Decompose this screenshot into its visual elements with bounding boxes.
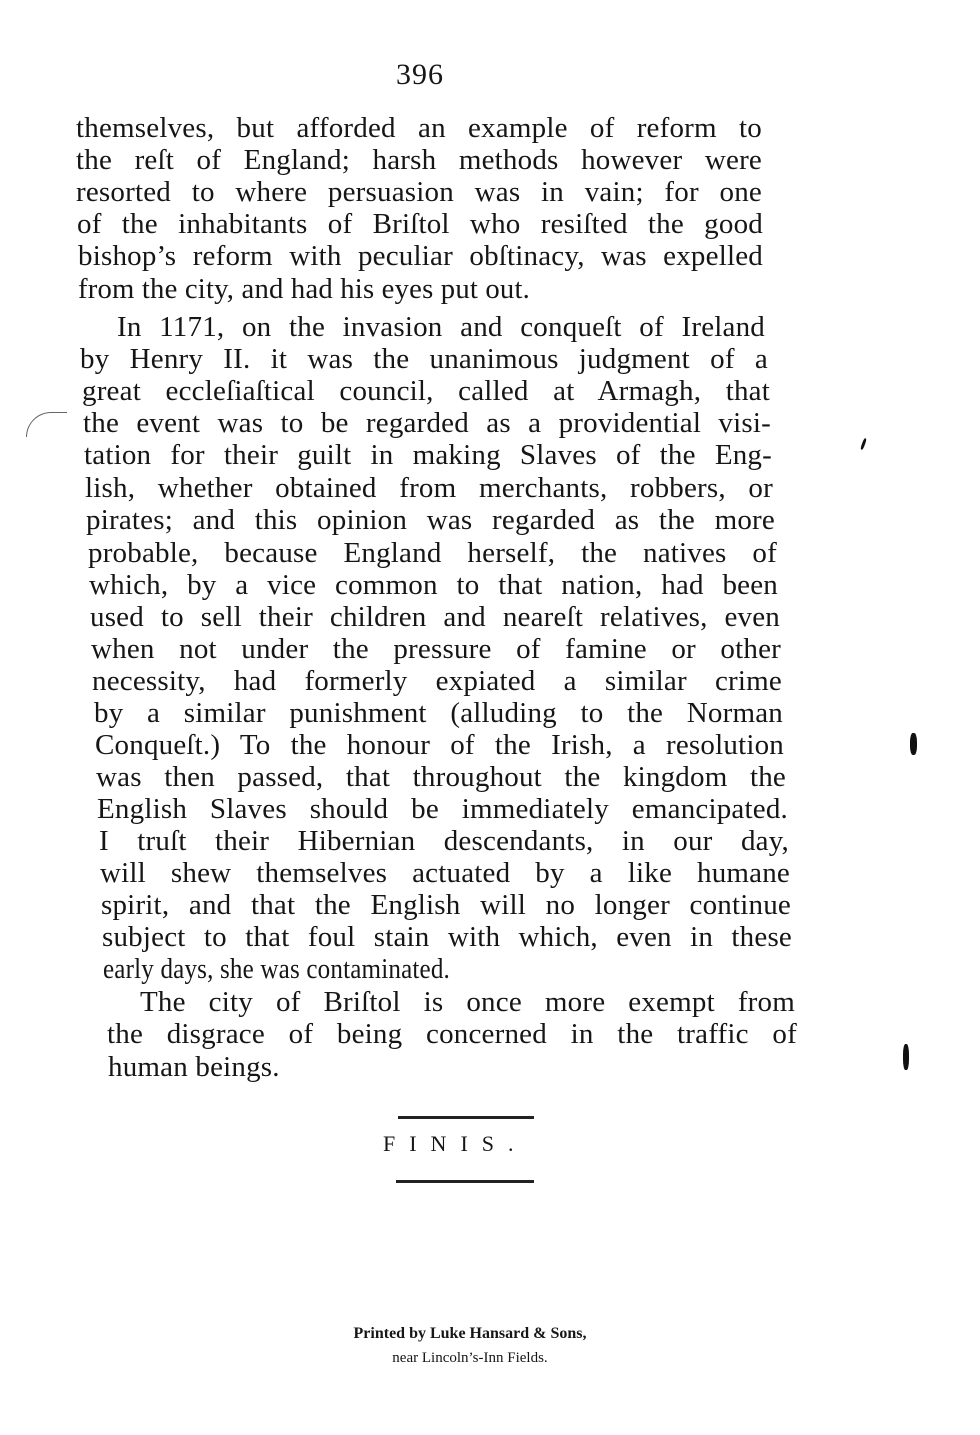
text-line: probable, because England herself, the natives of bbox=[88, 537, 777, 569]
text-line: the event was to be regarded as a providential visi- bbox=[83, 407, 771, 439]
text-line: great eccleſiaſtical council, called at Armagh, that bbox=[82, 375, 770, 407]
scan-mark bbox=[903, 1044, 909, 1070]
text-line: pirates; and this opinion was regarded as the more bbox=[86, 504, 775, 536]
text-line: by Henry II. it was the unanimous judgment of a bbox=[80, 343, 768, 375]
text-line: I truſt their Hibernian descendants, in our day, bbox=[99, 825, 789, 857]
text-line: human beings. bbox=[108, 1051, 280, 1083]
text-line: Conqueſt.) To the honour of the Irish, a resolution bbox=[95, 729, 784, 761]
text-line: English Slaves should be immediately emancipated. bbox=[97, 793, 788, 825]
scan-mark bbox=[910, 733, 917, 755]
text-line: of the inhabitants of Briſtol who resiſted the good bbox=[77, 208, 763, 240]
text-line: will shew themselves actuated by a like humane bbox=[100, 857, 790, 889]
scan-mark bbox=[860, 438, 867, 450]
text-line: early days, she was contaminated. bbox=[103, 953, 450, 985]
page-number: 396 bbox=[396, 58, 444, 91]
text-line: by a similar punishment (alluding to the Norman bbox=[94, 697, 783, 729]
text-line: resorted to where persuasion was in vain; for one bbox=[76, 176, 762, 208]
text-line: when not under the pressure of famine or other bbox=[91, 633, 781, 665]
text-line: tation for their guilt in making Slaves of the Eng- bbox=[84, 439, 772, 471]
ornamental-rule-bottom bbox=[396, 1180, 534, 1183]
text-line: themselves, but afforded an example of reform to bbox=[76, 112, 762, 144]
printer-imprint-line1: Printed by Luke Hansard & Sons, bbox=[353, 1325, 587, 1342]
text-line: the disgrace of being concerned in the traffic of bbox=[107, 1018, 797, 1050]
text-line: which, by a vice common to that nation, had been bbox=[89, 569, 778, 601]
text-line: the reſt of England; harsh methods however were bbox=[76, 144, 762, 176]
text-line: The city of Briſtol is once more exempt from bbox=[140, 986, 795, 1018]
text-line: was then passed, that throughout the kingdom the bbox=[96, 761, 786, 793]
text-line: lish, whether obtained from merchants, robbers, or bbox=[85, 472, 773, 504]
text-line: bishop’s reform with peculiar obſtinacy, was expelled bbox=[78, 240, 763, 272]
text-line: subject to that foul stain with which, even in these bbox=[102, 921, 792, 953]
printer-imprint-line2: near Lincoln’s-Inn Fields. bbox=[392, 1350, 548, 1366]
text-line: In 1171, on the invasion and conqueſt of Ireland bbox=[117, 311, 765, 343]
text-line: spirit, and that the English will no longer continue bbox=[101, 889, 791, 921]
finis-heading: FINIS. bbox=[383, 1131, 528, 1156]
ornamental-rule-top bbox=[398, 1116, 534, 1119]
scan-artifact-curve bbox=[26, 412, 67, 437]
text-line: from the city, and had his eyes put out. bbox=[78, 273, 530, 305]
text-line: used to sell their children and neareſt relatives, even bbox=[90, 601, 780, 633]
text-line: necessity, had formerly expiated a similar crime bbox=[92, 665, 782, 697]
